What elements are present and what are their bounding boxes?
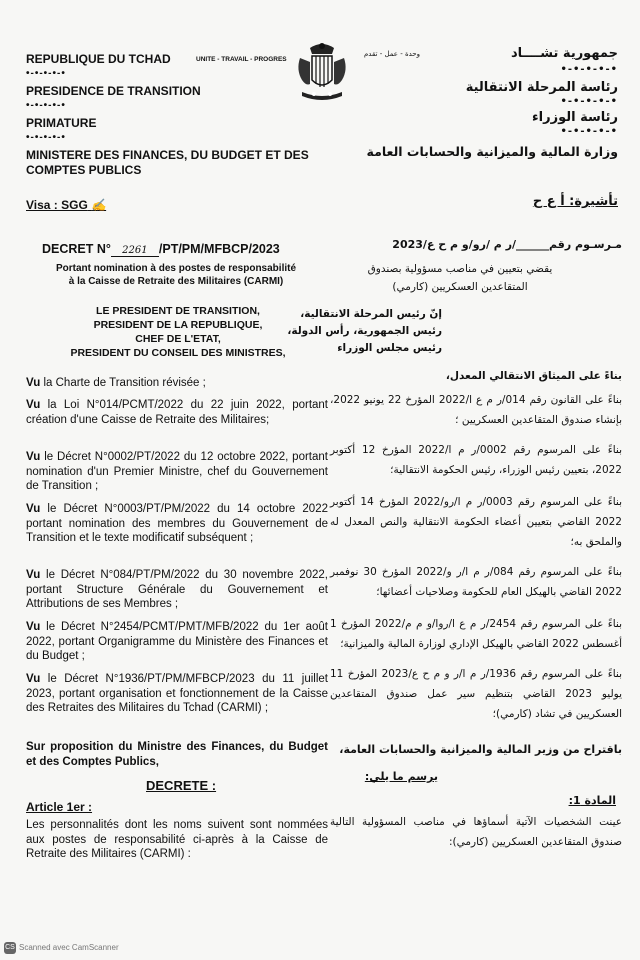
vu-item-fr: Vu le Décret N°084/PT/PM/2022 du 30 novembre 2022, portant Structure Générale du Gouvernement et Attributions de ses Membres ; xyxy=(26,569,328,610)
article-text-ar: عينت الشخصيات الآتية أسماؤها في مناصب المسؤولية التالية صندوق المتقاعدين العسكريين (كارمي): xyxy=(330,816,622,848)
header-ministry-fr-2: COMPTES PUBLICS xyxy=(26,163,142,177)
proposal-ar: باقتراح من وزير المالية والميزانية والحسابات العامة، xyxy=(339,743,622,756)
president-line: CHEF DE L'ETAT, xyxy=(135,333,221,345)
vu-item-fr: Vu le Décret N°0003/PT/PM/2022 du 14 octobre 2022 portant nomination des membres du Gouvernement de Transition et le texte modificatif subséquent ; xyxy=(26,503,328,544)
vu-item-fr: Vu la Loi N°014/PCMT/2022 du 22 juin 2022, portant création d'une Caisse de Retraite des Militaires; xyxy=(26,399,328,426)
vu-item-ar: بناءً على المرسوم رقم 1936/ر م ا/ر و م ح ع/2023 المؤرخ 11 يوليو 2023 القاضي بتنظيم سير عمل صندوق المتقاعدين العسكريين في تشاد (كارمي)؛ xyxy=(330,668,622,720)
vu-item-fr: Vu le Décret N°0002/PT/2022 du 12 octobre 2022, portant nomination d'un Premier Ministre, chef du Gouvernement de Transition ; xyxy=(26,451,328,492)
decree-subject-fr xyxy=(38,262,314,288)
decree-subject-line: Portant nomination à des postes de responsabilité xyxy=(55,263,297,274)
vu-item-ar: بناءً على الميثاق الانتقالي المعدل، xyxy=(445,370,622,382)
watermark-text: Scanned avec CamScanner xyxy=(19,943,119,953)
president-line: إنّ رئيس المرحلة الانتقالية، xyxy=(300,308,442,320)
camscanner-logo-icon: CS xyxy=(4,942,16,954)
header-ministry-fr: MINISTERE DES FINANCES, DU BUDGET ET DES xyxy=(26,148,309,162)
decree-subject-line: à la Caisse de Retraite des Militaires (CARMI) xyxy=(68,276,284,287)
visa-ar: تأشيرة: أ ع ح xyxy=(532,194,618,209)
president-line: رئيس الجمهورية، رأس الدولة، xyxy=(287,325,442,337)
article-heading-fr: Article 1er : xyxy=(26,800,93,814)
scanner-watermark xyxy=(4,942,119,954)
decree-number: 2261 xyxy=(111,245,159,257)
vu-item-ar: بناءً على المرسوم رقم 084/ر م ا/ر و/2022 المؤرخ 30 نوفمبر 2022 القاضي بالهيكل العام للحكومة وصلاحيات أعضائها؛ xyxy=(330,566,622,598)
coat-of-arms-icon xyxy=(292,40,352,104)
decree-title-fr: DECRET N° 2261 /PT/PM/MFBCP/2023 xyxy=(42,242,280,256)
header-dots: •-•-•-•-• xyxy=(26,100,66,111)
header-primature-fr: PRIMATURE xyxy=(26,116,97,130)
decree-subject-line: يقضي بتعيين في مناصب مسؤولية بصندوق xyxy=(367,263,553,275)
header-republic-fr: REPUBLIQUE DU TCHAD xyxy=(26,52,171,66)
vu-item-ar: بناءً على المرسوم رقم 0002/ر م ا/2022 المؤرخ 12 أكتوبر 2022، بتعيين رئيس الوزراء، رئيس الحكومة الانتقالية؛ xyxy=(330,444,622,476)
president-line: رئيس مجلس الوزراء xyxy=(337,342,442,354)
header-dots: •-•-•-•-• xyxy=(26,68,66,79)
decree-subject-line: المتقاعدين العسكريين (كارمي) xyxy=(392,281,528,293)
decrete-heading-fr: DECRETE : xyxy=(146,778,217,793)
proposal-fr: Sur proposition du Ministre des Finances, du Budget et des Comptes Publics, xyxy=(26,741,328,768)
vu-item-fr: Vu le Décret N°1936/PT/PM/MFBCP/2023 du 11 juillet 2023, portant organisation et fonctionnement de la Caisse des Retraites des Militaires du Tchad (CARMI) ; xyxy=(26,673,328,714)
president-block-fr xyxy=(40,304,316,360)
decree-subject-ar xyxy=(320,260,600,296)
article-heading-ar: المادة 1: xyxy=(568,794,616,807)
header-dots: •-•-•-•-• xyxy=(560,64,618,75)
header-dots: •-•-•-•-• xyxy=(560,96,618,107)
president-line: PRESIDENT DE LA REPUBLIQUE, xyxy=(93,319,263,331)
header-motto-fr: UNITE - TRAVAIL - PROGRES xyxy=(196,56,287,63)
header-primature-ar: رئاسة الوزراء xyxy=(532,110,618,125)
vu-item-ar: بناءً على المرسوم رقم 0003/ر م ا/رو/2022 المؤرخ 14 أكتوبر 2022 القاضي بتعيين أعضاء الحكومة الانتقالية والنص المعدل له والملحق به؛ xyxy=(330,496,622,548)
vu-item-ar: بناءً على القانون رقم 014/ر م ع ا/2022 المؤرخ 22 يونيو 2022، بإنشاء صندوق المتقاعدين العسكريين ؛ xyxy=(330,394,623,426)
president-line: LE PRESIDENT DE TRANSITION, xyxy=(96,305,260,317)
header-presidency-ar: رئاسة المرحلة الانتقالية xyxy=(465,80,618,95)
header-dots: •-•-•-•-• xyxy=(26,132,66,143)
vu-item-fr: Vu la Charte de Transition révisée ; xyxy=(26,377,206,389)
decree-title-ar: مـرسـوم رقم______/ر م /رو/و م ح ع/2023 xyxy=(392,238,622,251)
header-motto-ar: وحدة - عمل - تقدم xyxy=(363,50,420,58)
president-block-ar xyxy=(287,306,442,357)
vu-item-fr: Vu le Décret N°2454/PCMT/PMT/MFB/2022 du 1er août 2022, portant Organigramme du Ministère des Finances et du Budget ; xyxy=(26,621,328,662)
decrete-heading-ar: يرسم ما يلي: xyxy=(364,770,438,783)
header-ministry-ar: وزارة المالية والميزانية والحسابات العامة xyxy=(366,144,618,159)
header-republic-ar: جمهورية تشــــاد xyxy=(510,46,618,61)
article-text-fr: Les personnalités dont les noms suivent sont nommées aux postes de responsabilité ci-après à la Caisse de Retraite des Militaires (CARMI) : xyxy=(26,819,328,860)
president-line: PRESIDENT DU CONSEIL DES MINISTRES, xyxy=(70,347,286,359)
visa-fr: Visa : SGG ✍ xyxy=(26,198,107,212)
header-dots: •-•-•-•-• xyxy=(560,126,618,137)
vu-item-ar: بناءً على المرسوم رقم 2454/ر م ع ا/روا/و م م/2022 المؤرخ 1 أغسطس 2022 القاضي بالهيكل الإداري لوزارة المالية والميزانية؛ xyxy=(330,618,622,650)
signature-initials-icon: ✍ xyxy=(91,198,107,212)
header-presidency-fr: PRESIDENCE DE TRANSITION xyxy=(26,84,201,98)
